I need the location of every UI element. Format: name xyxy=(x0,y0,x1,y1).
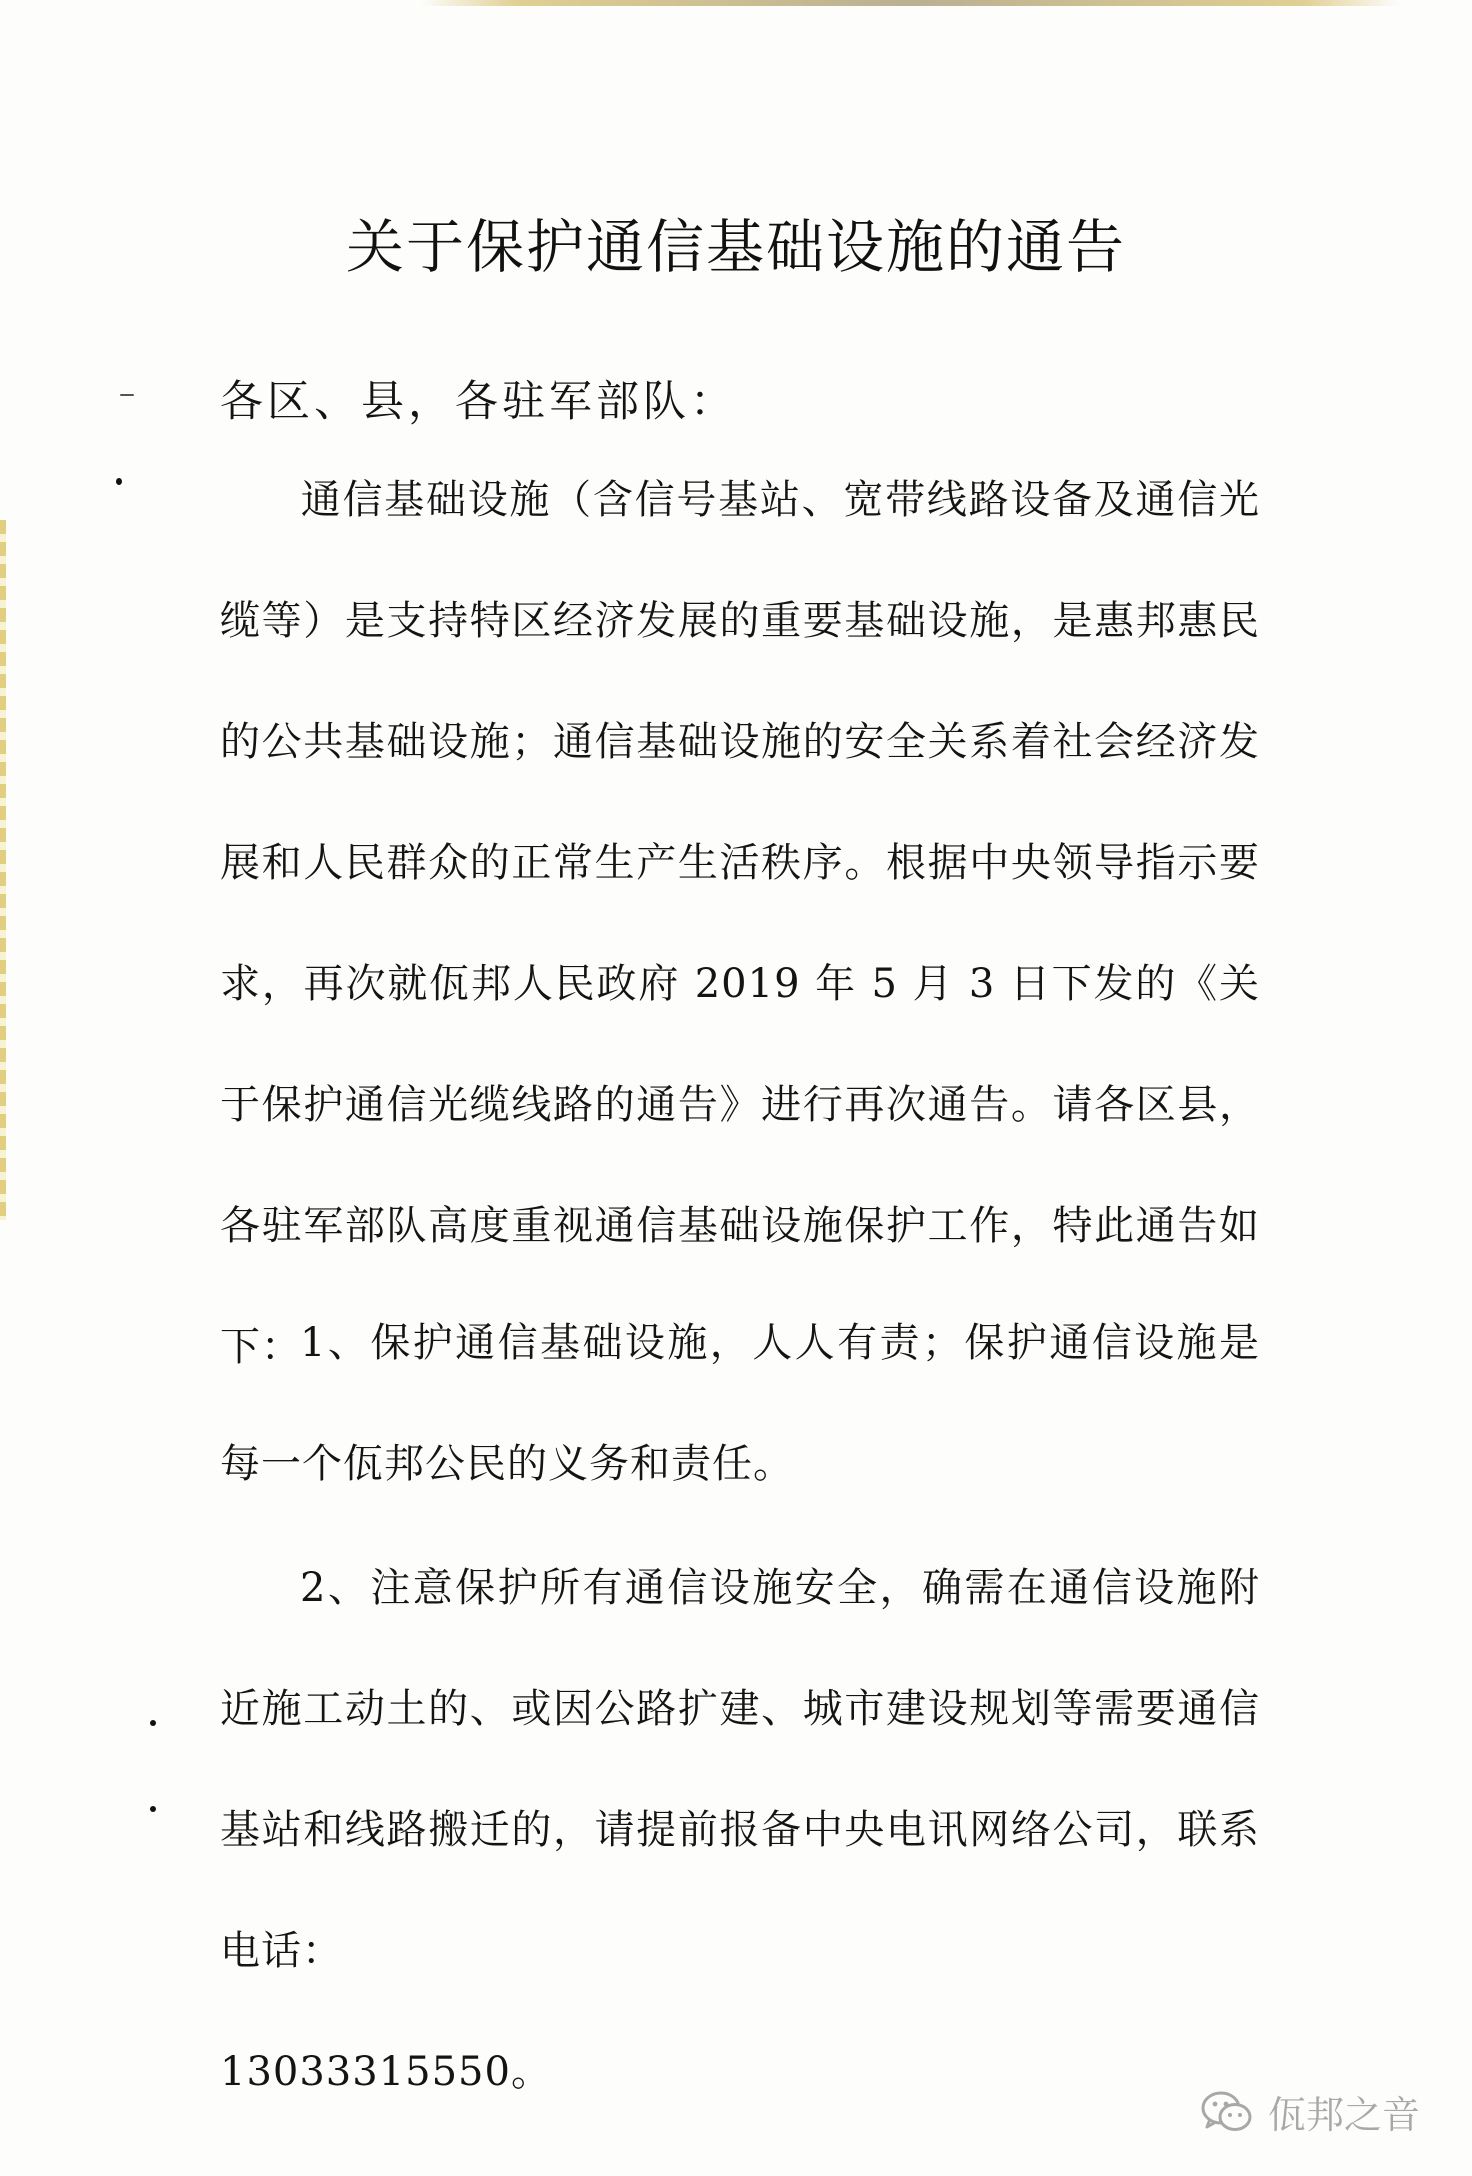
contact-phone: 13033315550。 xyxy=(220,2049,552,2095)
salutation: 各区、县，各驻军部队： xyxy=(220,377,737,427)
wechat-icon xyxy=(1200,2090,1254,2134)
paragraph-intro xyxy=(220,440,1260,1408)
scan-speck xyxy=(150,1806,156,1812)
notice-item-1-text: 1、保护通信基础设施，人人有责；保护通信设施是每一个佤邦公民的义务和责任。 xyxy=(220,1320,1260,1487)
scan-speck xyxy=(116,478,122,485)
watermark xyxy=(1200,2084,1420,2139)
scan-speck xyxy=(150,1720,156,1726)
notice-item-1 xyxy=(220,1283,1260,1525)
notice-item-2 xyxy=(220,1528,1260,2133)
paragraph-intro-text: 通信基础设施（含信号基站、宽带线路设备及通信光缆等）是支持特区经济发展的重要基础设施，是惠邦惠民的公共基础设施；通信基础设施的安全关系着社会经济发展和人民群众的正常生产生活秩序。根据中央领导指示要求，再次就佤邦人民政府 2019 年 5 月 3 日下发的《关于保护通信光缆线路的通告》进行再次通告。请各区县，各驻军部队高度重视通信基础设施保护工作，特此通告如下： xyxy=(220,477,1260,1370)
scan-edge-left xyxy=(0,520,6,1220)
notice-title: 关于保护通信基础设施的通告 xyxy=(345,213,1126,281)
notice-item-2-text: 2、注意保护所有通信设施安全，确需在通信设施附近施工动土的、或因公路扩建、城市建设规划等需要通信基站和线路搬迁的，请提前报备中央电讯网络公司，联系电话： xyxy=(220,1565,1260,1974)
scan-speck xyxy=(120,394,134,396)
scan-edge-top xyxy=(420,0,1400,6)
watermark-text: 佤邦之音 xyxy=(1267,2093,1420,2137)
